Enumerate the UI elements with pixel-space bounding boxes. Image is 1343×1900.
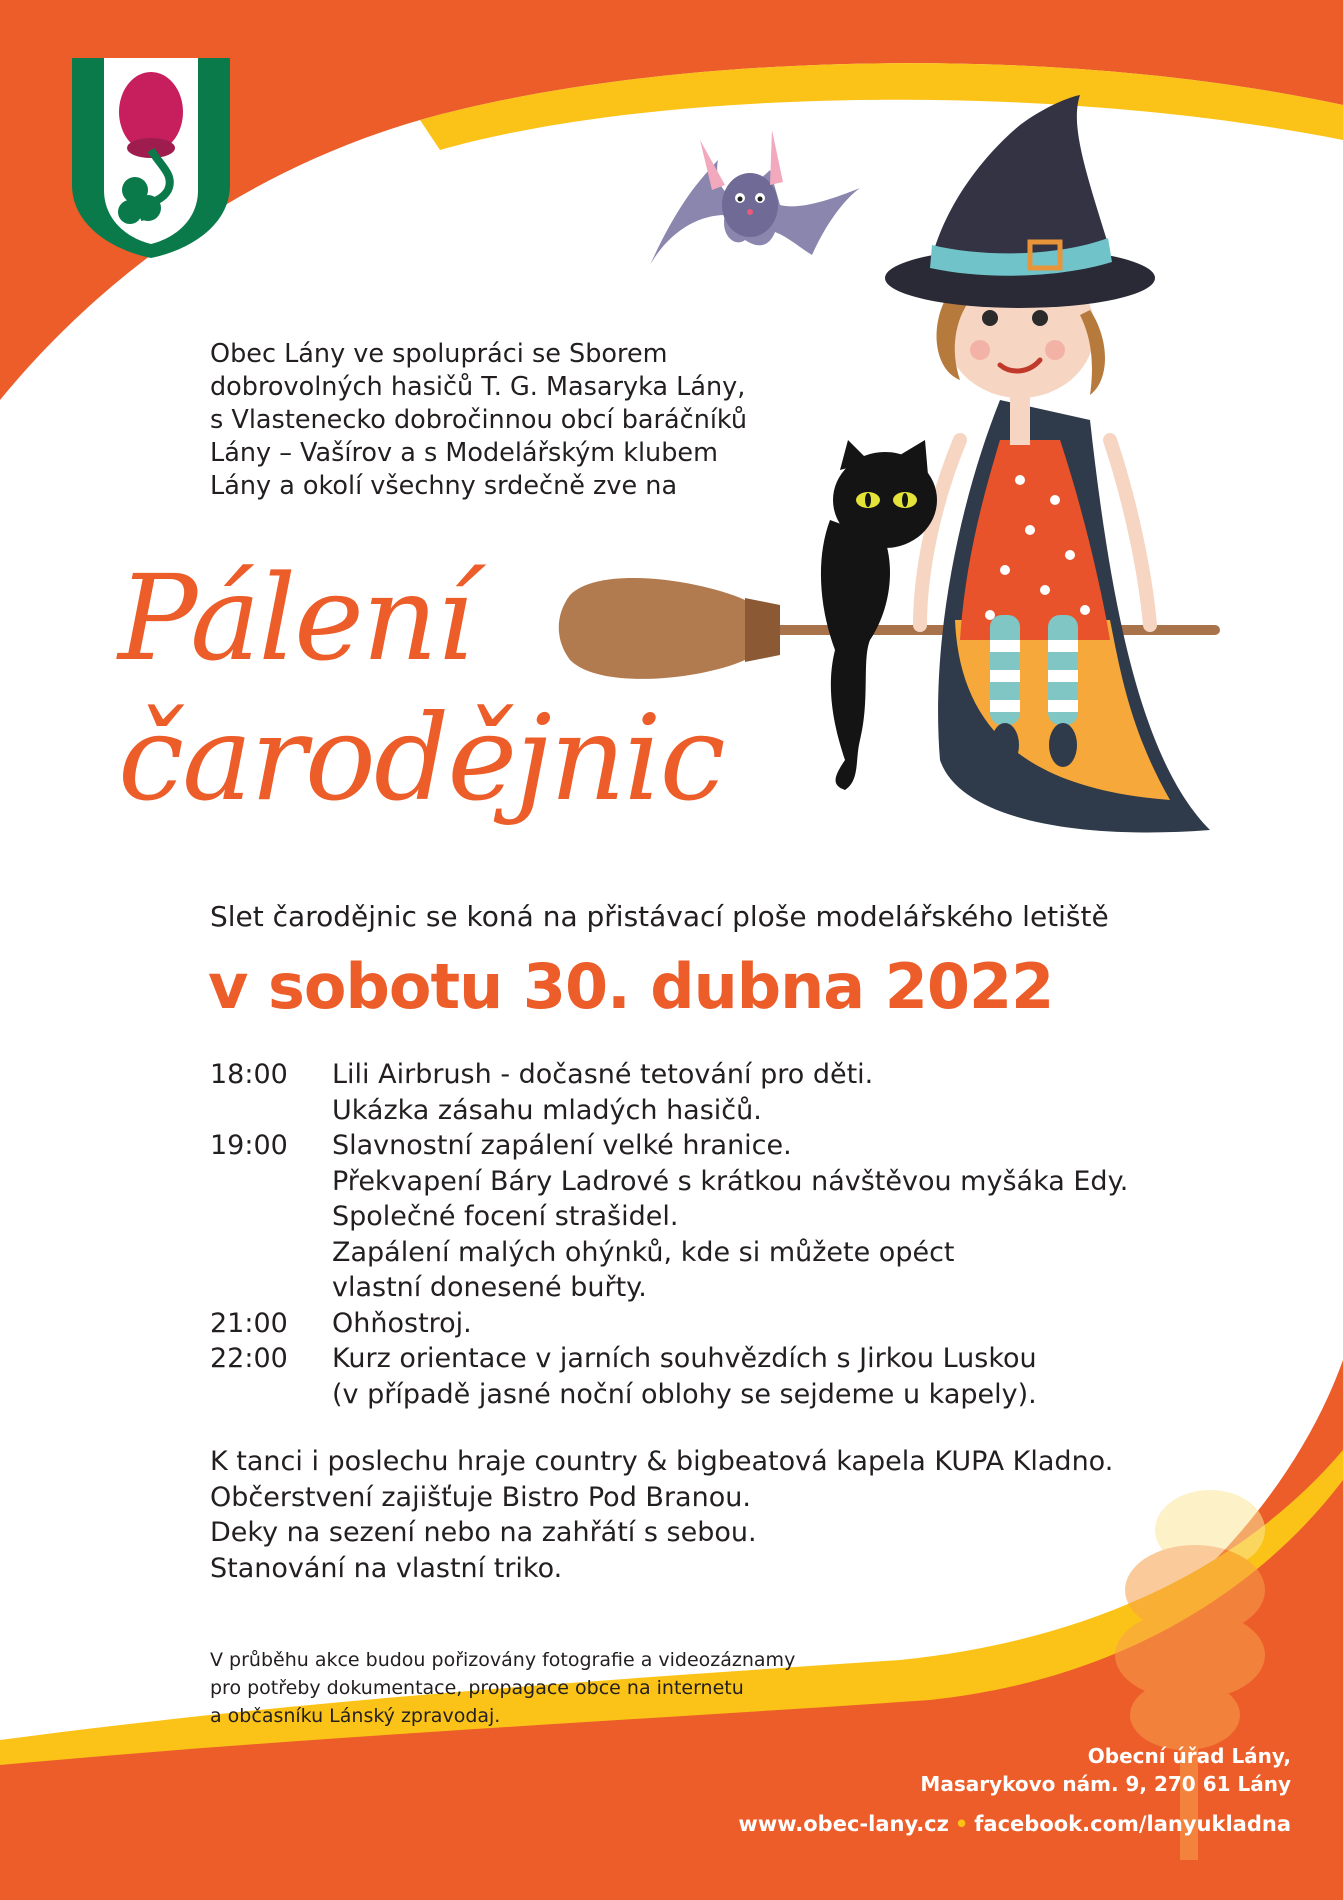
slot-time: 18:00 bbox=[210, 1059, 288, 1090]
slot-time: 22:00 bbox=[210, 1343, 288, 1374]
photo-disclaimer bbox=[210, 1646, 795, 1730]
separator-dot: • bbox=[954, 1812, 969, 1836]
slot-line: Ohňostroj. bbox=[332, 1307, 472, 1339]
intro-line: Lány – Vašírov a s Modelářským klubem bbox=[210, 438, 718, 468]
title-line-1: Pálení bbox=[118, 549, 472, 687]
bat-icon bbox=[650, 130, 860, 265]
website-link[interactable]: www.obec-lany.cz bbox=[738, 1812, 949, 1836]
slot-line: Kurz orientace v jarních souhvězdích s Jirkou Luskou bbox=[332, 1343, 1037, 1374]
venue-text: Slet čarodějnic se koná na přistávací ploše modelářského letiště bbox=[210, 900, 1109, 933]
title-line-2: čarodějnic bbox=[118, 689, 724, 827]
office-name: Obecní úřad Lány, bbox=[1087, 1744, 1291, 1768]
note-line: K tanci i poslechu hraje country & bigbeatová kapela KUPA Kladno. bbox=[210, 1446, 1114, 1477]
intro-line: s Vlastenecko dobročinnou obcí baráčníků bbox=[210, 405, 748, 435]
invitation-intro bbox=[210, 338, 810, 503]
slot-line: (v případě jasné noční oblohy se sejdeme u kapely). bbox=[332, 1378, 1037, 1410]
facebook-link[interactable]: facebook.com/lanyukladna bbox=[974, 1812, 1291, 1836]
schedule bbox=[210, 1057, 1210, 1412]
slot-line: vlastní donesené buřty. bbox=[332, 1272, 647, 1303]
note-line: Stanování na vlastní triko. bbox=[210, 1552, 563, 1584]
footer-address bbox=[920, 1742, 1291, 1798]
office-address: Masarykovo nám. 9, 270 61 Lány bbox=[920, 1772, 1291, 1796]
poster-title bbox=[118, 548, 724, 828]
slot-line: Zapálení malých ohýnků, kde si můžete opéct bbox=[332, 1236, 955, 1268]
slot-line: Společné focení strašidel. bbox=[332, 1201, 679, 1232]
slot-time: 21:00 bbox=[210, 1307, 288, 1339]
slot-time: 19:00 bbox=[210, 1130, 288, 1161]
slot-line: Ukázka zásahu mladých hasičů. bbox=[332, 1094, 762, 1126]
slot-line: Lili Airbrush - dočasné tetování pro děti. bbox=[332, 1059, 874, 1090]
note-line: Deky na sezení nebo na zahřátí s sebou. bbox=[210, 1517, 757, 1548]
footer-links bbox=[738, 1812, 1291, 1836]
disclaimer-line: a občasníku Lánský zpravodaj. bbox=[210, 1705, 501, 1727]
intro-line: dobrovolných hasičů T. G. Masaryka Lány, bbox=[210, 372, 746, 402]
note-line: Občerstvení zajišťuje Bistro Pod Branou. bbox=[210, 1481, 751, 1513]
event-notes bbox=[210, 1444, 1113, 1586]
slot-line: Překvapení Báry Ladrové s krátkou návštěvou myšáka Edy. bbox=[332, 1165, 1129, 1197]
schedule-slot bbox=[210, 1341, 1210, 1412]
coat-of-arms-icon bbox=[72, 58, 230, 258]
intro-line: Obec Lány ve spolupráci se Sborem bbox=[210, 339, 668, 369]
event-date: v sobotu 30. dubna 2022 bbox=[208, 950, 1054, 1023]
schedule-slot bbox=[210, 1306, 1210, 1342]
disclaimer-line: pro potřeby dokumentace, propagace obce na internetu bbox=[210, 1677, 744, 1699]
slot-line: Slavnostní zapálení velké hranice. bbox=[332, 1130, 792, 1161]
intro-line: Lány a okolí všechny srdečně zve na bbox=[210, 471, 678, 501]
schedule-slot bbox=[210, 1128, 1210, 1306]
disclaimer-line: V průběhu akce budou pořizovány fotografie a videozáznamy bbox=[210, 1649, 796, 1671]
schedule-slot bbox=[210, 1057, 1210, 1128]
